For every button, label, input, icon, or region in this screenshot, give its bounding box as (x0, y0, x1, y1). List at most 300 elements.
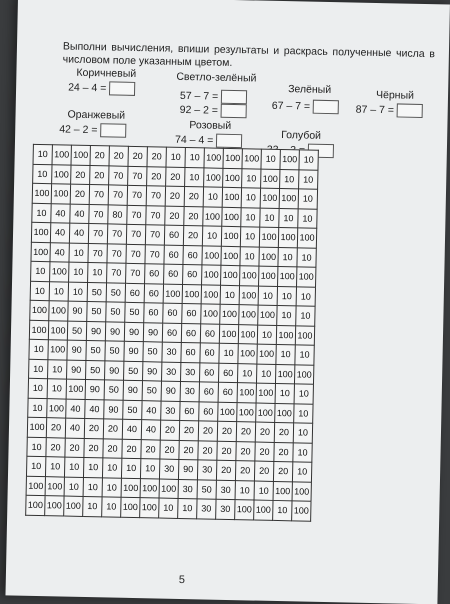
grid-cell[interactable]: 10 (299, 150, 318, 170)
grid-cell[interactable]: 10 (33, 164, 52, 184)
grid-cell[interactable]: 100 (202, 245, 221, 265)
grid-cell[interactable]: 10 (68, 282, 87, 302)
grid-cell[interactable]: 70 (126, 263, 145, 283)
grid-cell[interactable]: 20 (147, 147, 166, 167)
grid-cell[interactable]: 50 (142, 381, 161, 401)
grid-cell[interactable]: 100 (140, 478, 159, 498)
grid-cell[interactable]: 50 (67, 321, 86, 341)
grid-cell[interactable]: 10 (280, 169, 299, 189)
grid-cell[interactable]: 100 (259, 266, 278, 286)
grid-cell[interactable]: 100 (294, 364, 313, 384)
grid-cell[interactable]: 10 (178, 498, 197, 518)
grid-cell[interactable]: 50 (197, 479, 216, 499)
grid-cell[interactable]: 10 (220, 285, 239, 305)
grid-cell[interactable]: 10 (219, 343, 238, 363)
grid-cell[interactable]: 20 (166, 167, 185, 187)
grid-cell[interactable]: 100 (182, 284, 201, 304)
grid-cell[interactable]: 100 (256, 383, 275, 403)
grid-cell[interactable]: 20 (160, 420, 179, 440)
grid-cell[interactable]: 20 (46, 418, 65, 438)
grid-cell[interactable]: 100 (71, 145, 90, 165)
grid-cell[interactable]: 60 (164, 264, 183, 284)
grid-cell[interactable]: 50 (86, 360, 105, 380)
grid-cell[interactable]: 100 (295, 325, 314, 345)
grid-cell[interactable]: 10 (166, 147, 185, 167)
grid-cell[interactable]: 100 (297, 267, 316, 287)
answer-box[interactable] (216, 134, 242, 149)
answer-box[interactable] (397, 103, 423, 118)
grid-cell[interactable]: 10 (27, 437, 46, 457)
grid-cell[interactable]: 100 (51, 184, 70, 204)
grid-cell[interactable]: 10 (29, 359, 48, 379)
grid-cell[interactable]: 100 (275, 403, 294, 423)
grid-cell[interactable]: 100 (45, 496, 64, 516)
grid-cell[interactable]: 100 (159, 479, 178, 499)
grid-cell[interactable]: 90 (105, 321, 124, 341)
grid-cell[interactable]: 60 (180, 401, 199, 421)
grid-cell[interactable]: 90 (143, 322, 162, 342)
grid-cell[interactable]: 10 (159, 498, 178, 518)
grid-cell[interactable]: 100 (204, 148, 223, 168)
grid-cell[interactable]: 60 (164, 225, 183, 245)
grid-cell[interactable]: 70 (109, 165, 128, 185)
grid-cell[interactable]: 20 (109, 146, 128, 166)
grid-cell[interactable]: 20 (216, 460, 235, 480)
grid-cell[interactable]: 70 (128, 166, 147, 186)
grid-cell[interactable]: 20 (255, 442, 274, 462)
grid-cell[interactable]: 60 (199, 382, 218, 402)
grid-cell[interactable]: 100 (276, 325, 295, 345)
grid-cell[interactable]: 10 (240, 246, 259, 266)
grid-cell[interactable]: 60 (162, 323, 181, 343)
grid-cell[interactable]: 20 (198, 440, 217, 460)
grid-cell[interactable]: 20 (46, 437, 65, 457)
grid-cell[interactable]: 100 (222, 207, 241, 227)
answer-box[interactable] (221, 90, 247, 105)
grid-cell[interactable]: 90 (161, 381, 180, 401)
grid-cell[interactable]: 10 (33, 144, 52, 164)
grid-cell[interactable]: 40 (69, 223, 88, 243)
grid-cell[interactable]: 60 (144, 283, 163, 303)
grid-cell[interactable]: 100 (292, 481, 311, 501)
grid-cell[interactable]: 100 (45, 476, 64, 496)
grid-cell[interactable]: 20 (160, 440, 179, 460)
grid-cell[interactable]: 100 (240, 266, 259, 286)
grid-cell[interactable]: 50 (106, 282, 125, 302)
grid-cell[interactable]: 100 (52, 164, 71, 184)
grid-cell[interactable]: 10 (241, 188, 260, 208)
grid-cell[interactable]: 100 (221, 226, 240, 246)
grid-cell[interactable]: 10 (28, 378, 47, 398)
grid-cell[interactable]: 70 (108, 185, 127, 205)
grid-cell[interactable]: 10 (293, 423, 312, 443)
grid-cell[interactable]: 20 (184, 187, 203, 207)
grid-cell[interactable]: 100 (203, 206, 222, 226)
grid-cell[interactable]: 10 (102, 497, 121, 517)
grid-cell[interactable]: 100 (30, 300, 49, 320)
grid-cell[interactable]: 10 (258, 286, 277, 306)
grid-cell[interactable]: 100 (275, 364, 294, 384)
grid-cell[interactable]: 10 (69, 243, 88, 263)
grid-cell[interactable]: 100 (202, 265, 221, 285)
grid-cell[interactable]: 100 (237, 402, 256, 422)
grid-cell[interactable]: 10 (49, 281, 68, 301)
grid-cell[interactable]: 20 (128, 146, 147, 166)
grid-cell[interactable]: 100 (27, 417, 46, 437)
grid-cell[interactable]: 10 (293, 442, 312, 462)
grid-cell[interactable]: 100 (273, 481, 292, 501)
grid-cell[interactable]: 10 (185, 167, 204, 187)
equation-text: 74 – 4 = (174, 133, 214, 147)
answer-box[interactable] (221, 104, 247, 119)
grid-cell[interactable]: 50 (123, 400, 142, 420)
grid-cell[interactable]: 100 (278, 227, 297, 247)
grid-cell[interactable]: 30 (197, 499, 216, 519)
grid-cell[interactable]: 70 (146, 186, 165, 206)
grid-cell[interactable]: 30 (159, 459, 178, 479)
grid-cell[interactable]: 90 (86, 321, 105, 341)
grid-cell[interactable]: 10 (296, 286, 315, 306)
grid-cell[interactable]: 100 (239, 285, 258, 305)
grid-cell[interactable]: 20 (84, 438, 103, 458)
grid-cell[interactable]: 20 (217, 421, 236, 441)
grid-cell[interactable]: 20 (90, 146, 109, 166)
grid-cell[interactable]: 60 (144, 303, 163, 323)
grid-cell[interactable]: 10 (294, 403, 313, 423)
grid-cell[interactable]: 90 (105, 360, 124, 380)
grid-cell[interactable]: 60 (163, 303, 182, 323)
grid-cell[interactable]: 70 (126, 244, 145, 264)
grid-cell[interactable]: 100 (121, 478, 140, 498)
grid-cell[interactable]: 10 (28, 398, 47, 418)
grid-cell[interactable]: 60 (200, 323, 219, 343)
grid-cell[interactable]: 50 (124, 361, 143, 381)
grid-cell[interactable]: 100 (48, 340, 67, 360)
grid-cell[interactable]: 40 (70, 204, 89, 224)
grid-cell[interactable]: 50 (87, 282, 106, 302)
grid-cell[interactable]: 100 (26, 476, 45, 496)
grid-cell[interactable]: 100 (218, 402, 237, 422)
grid-cell[interactable]: 90 (124, 322, 143, 342)
grid-cell[interactable]: 90 (143, 361, 162, 381)
grid-cell[interactable]: 100 (32, 183, 51, 203)
grid-cell[interactable]: 20 (254, 461, 273, 481)
grid-cell[interactable]: 20 (71, 165, 90, 185)
grid-cell[interactable]: 100 (258, 305, 277, 325)
grid-cell[interactable]: 10 (185, 148, 204, 168)
grid-cell[interactable]: 100 (66, 379, 85, 399)
grid-cell[interactable]: 20 (184, 206, 203, 226)
grid-cell[interactable]: 30 (161, 401, 180, 421)
grid-cell[interactable]: 10 (121, 458, 140, 478)
grid-cell[interactable]: 10 (64, 477, 83, 497)
grid-cell[interactable]: 20 (103, 419, 122, 439)
grid-cell[interactable]: 100 (121, 497, 140, 517)
grid-cell[interactable]: 20 (165, 206, 184, 226)
grid-cell[interactable]: 20 (165, 186, 184, 206)
grid-cell[interactable]: 10 (69, 262, 88, 282)
grid-cell[interactable]: 20 (236, 422, 255, 442)
grid-cell[interactable]: 60 (164, 245, 183, 265)
grid-cell[interactable]: 30 (180, 381, 199, 401)
grid-cell[interactable]: 70 (107, 224, 126, 244)
grid-cell[interactable]: 100 (47, 398, 66, 418)
grid-cell[interactable]: 10 (202, 226, 221, 246)
grid-cell[interactable]: 20 (235, 461, 254, 481)
grid-cell[interactable]: 50 (104, 380, 123, 400)
grid-cell[interactable]: 30 (162, 362, 181, 382)
grid-cell[interactable]: 100 (235, 500, 254, 520)
grid-cell[interactable]: 40 (142, 400, 161, 420)
grid-cell[interactable]: 10 (278, 247, 297, 267)
grid-cell[interactable]: 20 (198, 421, 217, 441)
grid-cell[interactable]: 100 (256, 403, 275, 423)
grid-cell[interactable]: 40 (141, 420, 160, 440)
grid-cell[interactable]: 100 (257, 344, 276, 364)
grid-cell[interactable]: 40 (65, 418, 84, 438)
grid-cell[interactable]: 100 (50, 262, 69, 282)
grid-cell[interactable]: 10 (275, 383, 294, 403)
grid-cell[interactable]: 70 (107, 243, 126, 263)
grid-cell[interactable]: 70 (88, 243, 107, 263)
grid-cell[interactable]: 100 (259, 227, 278, 247)
grid-cell[interactable]: 70 (89, 204, 108, 224)
grid-cell[interactable]: 100 (278, 266, 297, 286)
grid-cell[interactable]: 10 (294, 384, 313, 404)
grid-cell[interactable]: 10 (29, 339, 48, 359)
grid-cell[interactable]: 90 (67, 360, 86, 380)
grid-cell[interactable]: 10 (242, 168, 261, 188)
grid-cell[interactable]: 80 (108, 204, 127, 224)
grid-cell[interactable]: 100 (221, 246, 240, 266)
grid-cell[interactable]: 20 (90, 165, 109, 185)
grid-cell[interactable]: 10 (260, 208, 279, 228)
grid-cell[interactable]: 100 (297, 228, 316, 248)
grid-cell[interactable]: 30 (162, 342, 181, 362)
color-label-brown: Коричневый (76, 66, 137, 80)
grid-cell[interactable]: 100 (31, 242, 50, 262)
grid-cell[interactable]: 10 (102, 458, 121, 478)
grid-cell[interactable]: 100 (221, 265, 240, 285)
grid-cell[interactable]: 100 (279, 188, 298, 208)
grid-cell[interactable]: 10 (240, 227, 259, 247)
grid-cell[interactable]: 100 (52, 145, 71, 165)
grid-cell[interactable]: 60 (199, 362, 218, 382)
grid-cell[interactable]: 100 (29, 320, 48, 340)
grid-cell[interactable]: 70 (126, 224, 145, 244)
grid-cell[interactable]: 30 (216, 480, 235, 500)
grid-cell[interactable]: 100 (238, 324, 257, 344)
grid-cell[interactable]: 10 (298, 208, 317, 228)
grid-cell[interactable]: 100 (223, 148, 242, 168)
grid-cell[interactable]: 10 (295, 345, 314, 365)
grid-cell[interactable]: 40 (50, 223, 69, 243)
grid-cell[interactable]: 20 (70, 184, 89, 204)
grid-cell[interactable]: 10 (45, 457, 64, 477)
grid-cell[interactable]: 20 (274, 442, 293, 462)
grid-cell[interactable]: 100 (259, 247, 278, 267)
grid-cell[interactable]: 100 (222, 187, 241, 207)
answer-box[interactable] (313, 100, 339, 115)
grid-cell[interactable]: 10 (83, 457, 102, 477)
grid-cell[interactable]: 20 (273, 461, 292, 481)
grid-cell[interactable]: 100 (64, 496, 83, 516)
grid-cell[interactable]: 20 (236, 441, 255, 461)
grid-cell[interactable]: 20 (217, 441, 236, 461)
color-label-black: Чёрный (375, 88, 415, 102)
answer-box[interactable] (109, 81, 135, 96)
grid-cell[interactable]: 10 (254, 481, 273, 501)
grid-cell[interactable]: 100 (163, 284, 182, 304)
color-label-orange: Оранжевый (67, 108, 126, 122)
grid-cell[interactable]: 10 (64, 457, 83, 477)
grid-cell[interactable]: 70 (88, 224, 107, 244)
grid-cell[interactable]: 10 (299, 169, 318, 189)
color-label-pink: Розовый (189, 119, 232, 132)
grid-cell[interactable]: 10 (296, 306, 315, 326)
grid-cell[interactable]: 90 (85, 379, 104, 399)
grid-cell[interactable]: 100 (220, 304, 239, 324)
grid-cell[interactable]: 90 (67, 340, 86, 360)
grid-cell[interactable]: 10 (235, 480, 254, 500)
grid-cell[interactable]: 60 (145, 264, 164, 284)
grid-cell[interactable]: 40 (50, 242, 69, 262)
grid-cell[interactable]: 100 (201, 284, 220, 304)
grid-cell[interactable]: 70 (107, 263, 126, 283)
equation-text: 42 – 2 = (59, 123, 98, 137)
grid-cell[interactable]: 100 (31, 222, 50, 242)
grid-cell[interactable]: 10 (83, 477, 102, 497)
grid-cell[interactable]: 10 (102, 477, 121, 497)
grid-cell[interactable]: 40 (66, 399, 85, 419)
grid-cell[interactable]: 10 (292, 462, 311, 482)
grid-cell[interactable]: 60 (181, 342, 200, 362)
grid-cell[interactable]: 50 (86, 340, 105, 360)
grid-cell[interactable]: 90 (104, 399, 123, 419)
grid-cell[interactable]: 100 (292, 501, 311, 521)
grid-cell[interactable]: 90 (124, 341, 143, 361)
grid-cell[interactable]: 70 (127, 185, 146, 205)
grid-cell[interactable]: 10 (273, 500, 292, 520)
grid-cell[interactable]: 20 (183, 225, 202, 245)
grid-cell[interactable]: 90 (123, 380, 142, 400)
grid-cell[interactable]: 30 (197, 460, 216, 480)
grid-cell[interactable]: 60 (181, 323, 200, 343)
grid-cell[interactable]: 10 (237, 363, 256, 383)
grid-cell[interactable]: 100 (261, 169, 280, 189)
grid-cell[interactable]: 20 (141, 439, 160, 459)
grid-cell[interactable]: 20 (147, 166, 166, 186)
grid-cell[interactable]: 20 (65, 438, 84, 458)
grid-cell[interactable]: 50 (105, 341, 124, 361)
grid-cell[interactable]: 10 (26, 456, 45, 476)
grid-cell[interactable]: 60 (199, 401, 218, 421)
grid-cell[interactable]: 20 (84, 418, 103, 438)
grid-cell[interactable]: 70 (145, 225, 164, 245)
grid-cell[interactable]: 10 (31, 261, 50, 281)
grid-cell[interactable]: 100 (280, 150, 299, 170)
grid-cell[interactable]: 100 (237, 383, 256, 403)
grid-cell[interactable]: 20 (103, 438, 122, 458)
grid-cell[interactable]: 70 (89, 185, 108, 205)
grid-cell[interactable]: 10 (261, 149, 280, 169)
grid-cell[interactable]: 70 (145, 244, 164, 264)
grid-cell[interactable]: 90 (178, 459, 197, 479)
grid-cell[interactable]: 60 (125, 283, 144, 303)
grid-cell[interactable]: 30 (178, 479, 197, 499)
grid-cell[interactable]: 10 (256, 364, 275, 384)
grid-cell[interactable]: 70 (146, 205, 165, 225)
grid-cell[interactable]: 50 (106, 302, 125, 322)
grid-cell[interactable]: 50 (143, 342, 162, 362)
grid-cell[interactable]: 60 (218, 382, 237, 402)
answer-box[interactable] (100, 123, 126, 138)
grid-cell[interactable]: 100 (219, 324, 238, 344)
grid-cell[interactable]: 40 (51, 203, 70, 223)
grid-cell[interactable]: 10 (276, 344, 295, 364)
grid-cell[interactable]: 60 (183, 264, 202, 284)
grid-cell[interactable]: 40 (85, 399, 104, 419)
grid-cell[interactable]: 60 (183, 245, 202, 265)
grid-cell[interactable]: 10 (32, 203, 51, 223)
grid-cell[interactable]: 10 (88, 262, 107, 282)
grid-cell[interactable]: 10 (203, 187, 222, 207)
grid-cell[interactable]: 10 (48, 359, 67, 379)
grid-cell[interactable]: 20 (122, 439, 141, 459)
grid-cell[interactable]: 30 (180, 362, 199, 382)
grid-cell[interactable]: 100 (201, 304, 220, 324)
grid-cell[interactable]: 100 (140, 498, 159, 518)
grid-cell[interactable]: 20 (274, 422, 293, 442)
grid-cell[interactable]: 10 (277, 286, 296, 306)
grid-cell[interactable]: 100 (254, 500, 273, 520)
grid-cell[interactable]: 10 (30, 281, 49, 301)
grid-cell[interactable]: 100 (238, 344, 257, 364)
equation-text: 57 – 7 = (179, 89, 219, 103)
grid-cell[interactable]: 10 (279, 208, 298, 228)
grid-cell[interactable]: 100 (242, 149, 261, 169)
grid-cell[interactable]: 10 (140, 459, 159, 479)
grid-cell[interactable]: 50 (87, 301, 106, 321)
grid-cell[interactable]: 10 (241, 207, 260, 227)
grid-cell[interactable]: 100 (48, 320, 67, 340)
grid-cell[interactable]: 100 (204, 167, 223, 187)
grid-cell[interactable]: 10 (257, 325, 276, 345)
grid-cell[interactable]: 30 (216, 499, 235, 519)
color-label-light-green: Светло-зелёный (176, 70, 257, 85)
grid-cell[interactable]: 100 (260, 188, 279, 208)
grid-cell[interactable]: 100 (223, 168, 242, 188)
grid-cell[interactable]: 100 (239, 305, 258, 325)
grid-cell[interactable]: 10 (298, 189, 317, 209)
grid-cell[interactable]: 60 (200, 343, 219, 363)
grid-cell[interactable]: 20 (179, 420, 198, 440)
grid-cell[interactable]: 100 (49, 301, 68, 321)
grid-cell[interactable]: 10 (277, 305, 296, 325)
grid-cell[interactable]: 40 (122, 419, 141, 439)
grid-cell[interactable]: 20 (179, 440, 198, 460)
grid-cell[interactable]: 20 (255, 422, 274, 442)
grid-cell[interactable]: 50 (125, 302, 144, 322)
grid-cell[interactable]: 100 (26, 495, 45, 515)
grid-cell[interactable]: 10 (83, 496, 102, 516)
grid-cell[interactable]: 10 (47, 379, 66, 399)
grid-cell[interactable]: 90 (68, 301, 87, 321)
grid-cell[interactable]: 60 (182, 303, 201, 323)
grid-cell[interactable]: 60 (218, 363, 237, 383)
grid-cell[interactable]: 10 (297, 247, 316, 267)
grid-cell[interactable]: 70 (127, 205, 146, 225)
